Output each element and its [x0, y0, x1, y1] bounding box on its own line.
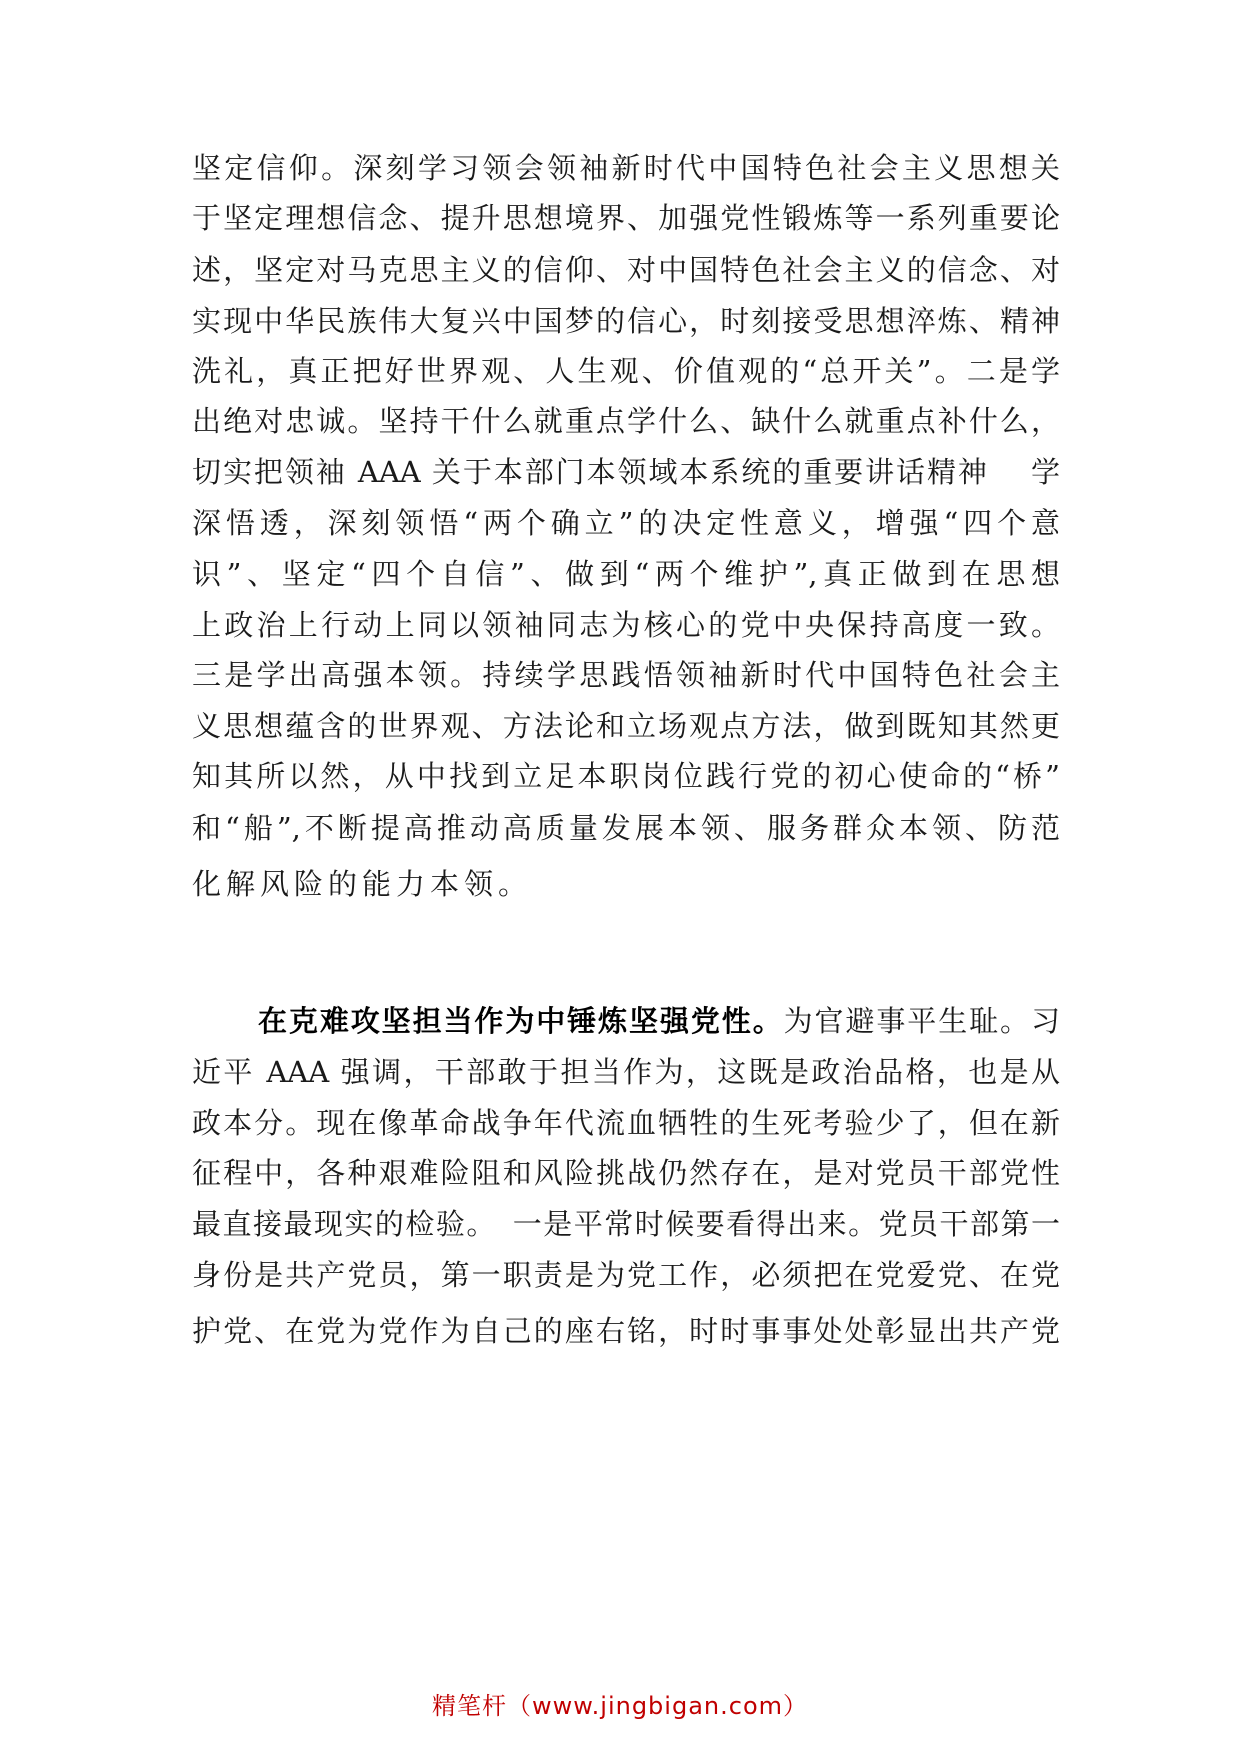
heading-line-text: 为官避事平生耻。习 [783, 1004, 1060, 1038]
paragraph-line: 洗礼，真正把好世界观、人生观、价值观的“总开关”。二是学 [192, 354, 1060, 388]
paragraph-line: 深悟透，深刻领悟“两个确立”的决定性意义，增强“四个意 [192, 506, 1060, 540]
paragraph-line: 最直接最现实的检验。 一是平常时候要看得出来。党员干部第一 [192, 1207, 1060, 1241]
paragraph-line: 知其所以然，从中找到立足本职岗位践行党的初心使命的“桥” [192, 759, 1060, 793]
paragraph-line: 三是学出高强本领。持续学思践悟领袖新时代中国特色社会主 [192, 658, 1060, 692]
paragraph-line: 出绝对忠诚。坚持干什么就重点学什么、缺什么就重点补什么， [192, 404, 1060, 438]
section-heading: 在克难攻坚担当作为中锤炼坚强党性。 [258, 1004, 784, 1038]
footer-watermark: 精笔杆（www.jingbigan.com） [431, 1692, 809, 1720]
paragraph-line: 实现中华民族伟大复兴中国梦的信心，时刻接受思想淬炼、精神 [192, 304, 1060, 338]
paragraph-line: 护党、在党为党作为自己的座右铭，时时事事处处彰显出共产党 [192, 1314, 1060, 1348]
paragraph-line: 化解风险的能力本领。 [192, 867, 533, 901]
paragraph-line: 上政治上行动上同以领袖同志为核心的党中央保持高度一致。 [192, 608, 1060, 642]
paragraph-line: 切实把领袖 AAA 关于本部门本领域本系统的重要讲话精神 学 [192, 455, 1060, 489]
paragraph-line: 义思想蕴含的世界观、方法论和立场观点方法，做到既知其然更 [192, 709, 1060, 743]
paragraph-line: 和“船”,不断提高推动高质量发展本领、服务群众本领、防范 [192, 811, 1060, 845]
section-heading-line [258, 1001, 1060, 1041]
paragraph-line: 于坚定理想信念、提升思想境界、加强党性锻炼等一系列重要论 [192, 201, 1060, 235]
paragraph-line: 识”、坚定“四个自信”、做到“两个维护”,真正做到在思想 [192, 557, 1060, 591]
paragraph-line: 政本分。现在像革命战争年代流血牺牲的生死考验少了，但在新 [192, 1106, 1060, 1140]
paragraph-line: 征程中，各种艰难险阻和风险挑战仍然存在，是对党员干部党性 [192, 1156, 1060, 1190]
paragraph-line: 近平 AAA 强调，干部敢于担当作为，这既是政治品格，也是从 [192, 1055, 1060, 1089]
paragraph-line: 身份是共产党员，第一职责是为党工作，必须把在党爱党、在党 [192, 1258, 1060, 1292]
paragraph-line: 坚定信仰。深刻学习领会领袖新时代中国特色社会主义思想关 [192, 151, 1060, 185]
paragraph-line: 述，坚定对马克思主义的信仰、对中国特色社会主义的信念、对 [192, 253, 1060, 287]
